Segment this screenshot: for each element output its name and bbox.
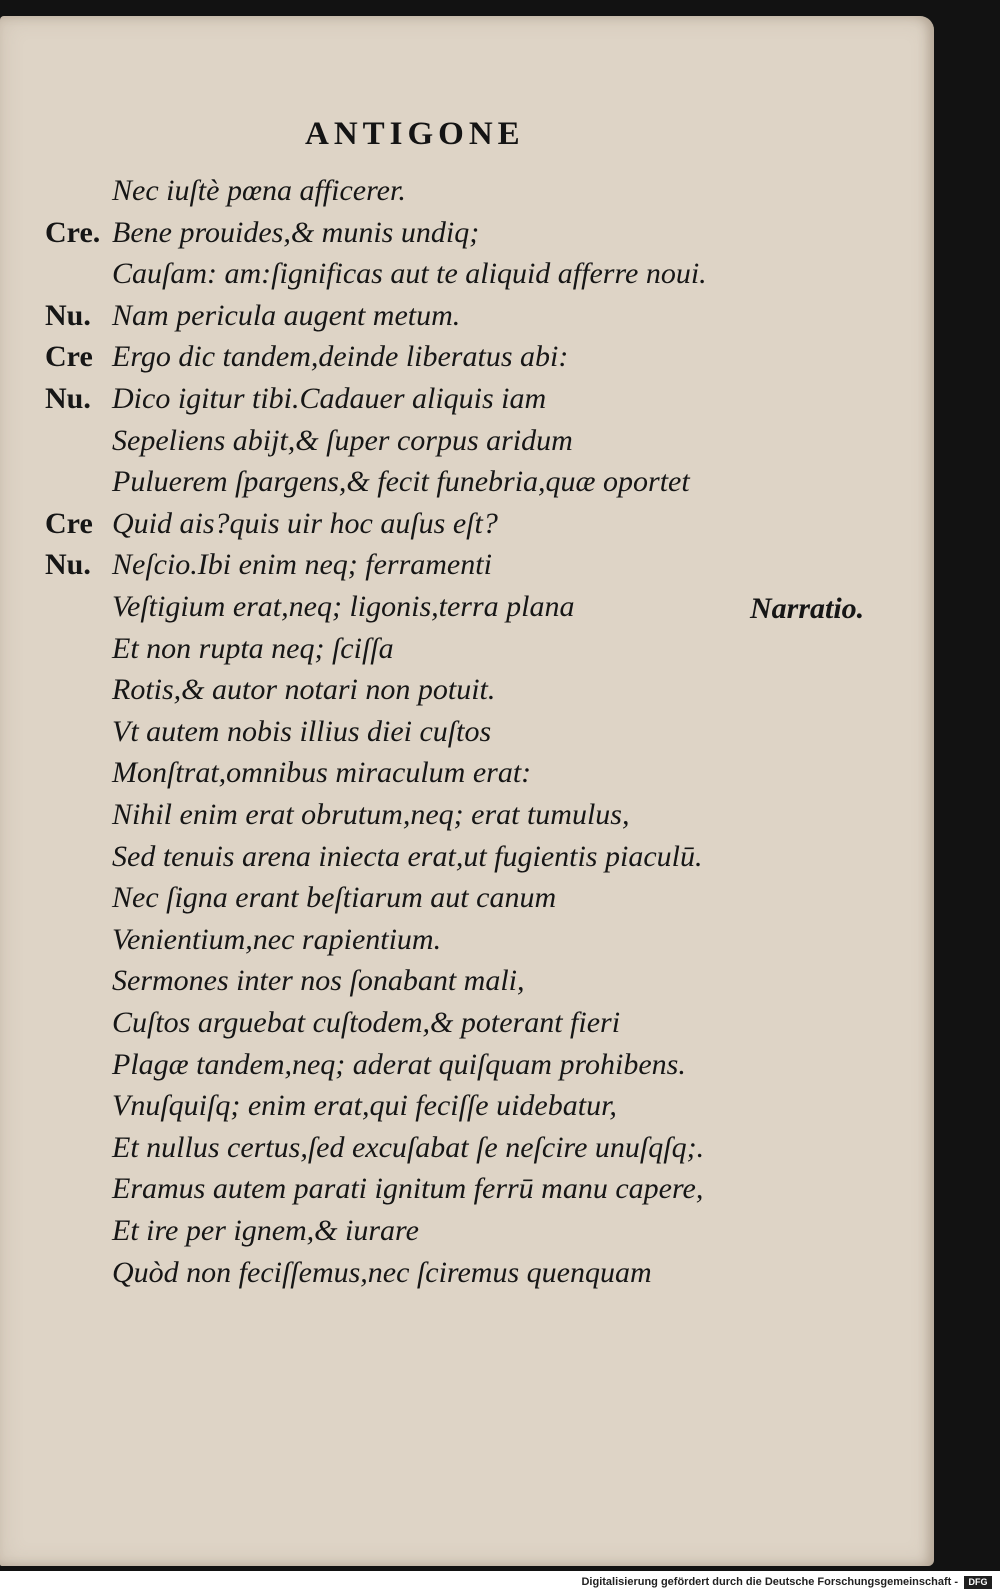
verse-line: Bene prouides,& munis undiq; [112,215,480,249]
verse-line: Monſtrat,omnibus miraculum erat: [112,756,532,790]
footer-bar [0,1571,1000,1595]
verse-line: Venientium,nec rapientium. [112,922,442,956]
verse-line: Ergo dic tandem,deinde liberatus abi: [112,340,569,374]
speaker-label: Cre. [45,215,101,249]
verse-line: Sermones inter nos ſonabant mali, [112,964,525,998]
funding-notice: Digitalisierung gefördert durch die Deutsche Forschungsgemeinschaft - [581,1576,958,1588]
verse-line: Nec iuſtè pœna afficerer. [112,174,406,207]
verse-line: Eramus autem parati ignitum ferrū manu capere, [112,1172,704,1206]
speaker-label: Cre [45,340,93,374]
verse-line: Puluerem ſpargens,& fecit funebria,quæ oportet [112,465,690,499]
verse-line: Sepeliens abijt,& ſuper corpus aridum [112,423,573,457]
dfg-logo-icon: DFG [964,1576,992,1589]
verse-line: Vt autem nobis illius diei cuſtos [112,714,492,748]
verse-line: Nec ſigna erant beſtiarum aut canum [112,881,557,915]
verse-line: Cauſam: am:ſignificas aut te aliquid afferre noui. [112,257,707,291]
verse-line: Dico igitur tibi.Cadauer aliquis iam [112,382,547,415]
speaker-label: Nu. [45,298,91,332]
running-head: ANTIGONE [305,116,525,152]
margin-note: Narratio. [750,592,865,625]
book-page [0,16,934,1566]
verse-line: Et ire per ignem,& iurare [112,1214,419,1247]
speaker-label: Nu. [45,548,91,582]
verse-line: Quid ais?quis uir hoc auſus eſt? [112,506,498,540]
verse-line: Vnuſquiſq; enim erat,qui feciſſe uidebatur, [112,1089,617,1123]
verse-line: Sed tenuis arena iniecta erat,ut fugientis piaculū. [112,839,703,873]
speaker-label: Nu. [45,382,91,415]
speaker-label: Cre [45,506,93,540]
verse-line: Cuſtos arguebat cuſtodem,& poterant fieri [112,1006,621,1039]
verse-line: Quòd non feciſſemus,nec ſciremus quenquam [112,1255,652,1289]
verse-line: Nam pericula augent metum. [112,298,461,332]
verse-line: Neſcio.Ibi enim neq; ferramenti [112,548,492,582]
verse-line: Et nullus certus,ſed excuſabat ſe neſcire unuſqſq;. [112,1130,705,1164]
verse-line: Veſtigium erat,neq; ligonis,terra plana [112,590,575,623]
verse-line: Et non rupta neq; ſciſſa [112,631,394,665]
verse-line: Rotis,& autor notari non potuit. [112,673,496,707]
verse-line: Plagæ tandem,neq; aderat quiſquam prohibens. [112,1047,686,1081]
verse-line: Nihil enim erat obrutum,neq; erat tumulus, [112,798,630,831]
